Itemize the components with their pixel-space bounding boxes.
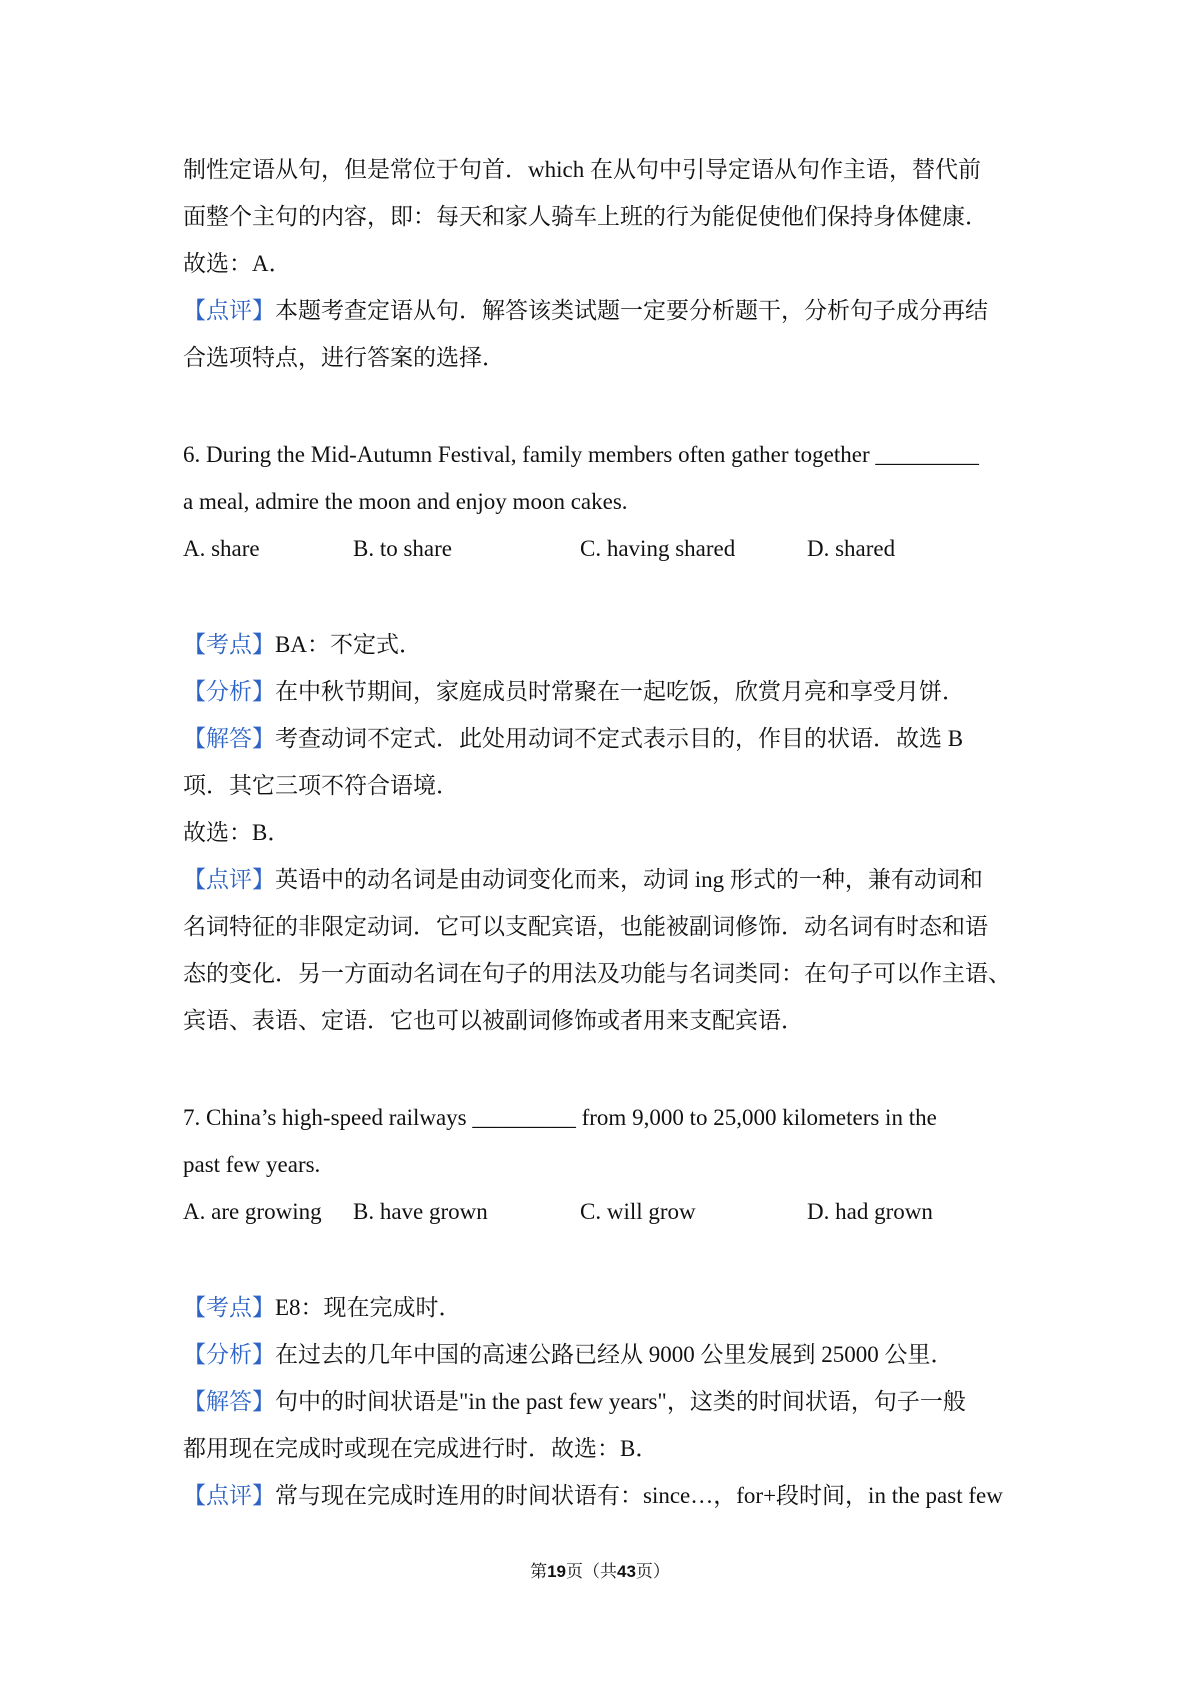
q7-stem-line-1: 7. China’s high-speed railways _________ from 9,000 to 25,000 kilometers in the	[183, 1105, 937, 1130]
q6-dianping-line-2: 名词特征的非限定动词．它可以支配宾语，也能被副词修饰．动名词有时态和语	[183, 914, 988, 939]
kaodian-tag: 【考点】	[183, 632, 275, 657]
q6-kaodian-text: BA：不定式．	[275, 632, 422, 657]
q7-jieda-text-1: 句中的时间状语是"in the past few years"，这类的时间状语，句子一般	[275, 1389, 966, 1414]
q6-dianping-line-4: 宾语、表语、定语．它也可以被副词修饰或者用来支配宾语．	[183, 1008, 804, 1033]
dianping-tag: 【点评】	[183, 1483, 275, 1508]
comment-tag: 【点评】	[183, 298, 275, 323]
q7-kaodian	[183, 1293, 1028, 1323]
q6-dianping-text-1: 英语中的动名词是由动词变化而来，动词 ing 形式的一种，兼有动词和	[275, 867, 983, 892]
q7-dianping-text-1: 常与现在完成时连用的时间状语有：since…，for+段时间，in the past few	[275, 1483, 1003, 1508]
q7-jieda	[183, 1387, 1028, 1417]
q6-kaodian	[183, 630, 1028, 660]
q6-dianping	[183, 865, 1028, 895]
q7-jieda-line-2: 都用现在完成时或现在完成进行时．故选：B．	[183, 1436, 659, 1461]
footer-pre: 第	[530, 1562, 548, 1581]
q6-option-c: C. having shared	[580, 536, 736, 561]
q6-jieda-line-2: 项．其它三项不符合语境．	[183, 773, 459, 798]
page-number: 19	[547, 1562, 566, 1581]
q7-option-c: C. will grow	[580, 1199, 696, 1224]
q7-stem-line-2: past few years.	[183, 1152, 321, 1177]
q6-option-b: B. to share	[353, 536, 453, 561]
footer-mid: 页（共	[566, 1562, 617, 1581]
q5-explanation-line-2: 面整个主句的内容，即：每天和家人骑车上班的行为能促使他们保持身体健康．	[183, 204, 988, 229]
q5-answer: 故选：A．	[183, 251, 292, 276]
jieda-tag: 【解答】	[183, 726, 275, 751]
q7-dianping	[183, 1481, 1028, 1511]
q6-stem-line-2: a meal, admire the moon and enjoy moon cakes.	[183, 489, 628, 514]
q7-option-b: B. have grown	[353, 1199, 488, 1224]
q7-option-d: D. had grown	[807, 1199, 933, 1224]
kaodian-tag: 【考点】	[183, 1295, 275, 1320]
footer-post: 页）	[635, 1562, 670, 1581]
q5-comment	[183, 296, 1028, 326]
dianping-tag: 【点评】	[183, 867, 275, 892]
page-footer	[0, 1560, 1200, 1584]
jieda-tag: 【解答】	[183, 1389, 275, 1414]
q5-explanation-line-1: 制性定语从句，但是常位于句首．which 在从句中引导定语从句作主语，替代前	[183, 157, 981, 182]
q6-option-d: D. shared	[807, 536, 896, 561]
q6-option-a: A. share	[183, 536, 260, 561]
q7-option-a: A. are growing	[183, 1199, 322, 1224]
q6-dianping-line-3: 态的变化．另一方面动名词在句子的用法及功能与名词类同：在句子可以作主语、	[183, 961, 1011, 986]
q6-stem-line-1: 6. During the Mid-Autumn Festival, family members often gather together _________	[183, 442, 979, 467]
q6-fenxi	[183, 677, 1028, 707]
q6-answer: 故选：B．	[183, 820, 291, 845]
q6-jieda	[183, 724, 1028, 754]
fenxi-tag: 【分析】	[183, 679, 275, 704]
q5-comment-text-1: 本题考查定语从句．解答该类试题一定要分析题干，分析句子成分再结	[275, 298, 988, 323]
q6-fenxi-text: 在中秋节期间，家庭成员时常聚在一起吃饭，欣赏月亮和享受月饼．	[275, 679, 965, 704]
q7-kaodian-text: E8：现在完成时．	[275, 1295, 462, 1320]
q7-fenxi	[183, 1340, 1028, 1370]
q7-fenxi-text: 在过去的几年中国的高速公路已经从 9000 公里发展到 25000 公里．	[275, 1342, 954, 1367]
fenxi-tag: 【分析】	[183, 1342, 275, 1367]
q6-jieda-text-1: 考查动词不定式．此处用动词不定式表示目的，作目的状语．故选 B	[275, 726, 964, 751]
total-pages: 43	[617, 1562, 636, 1581]
q5-comment-line-2: 合选项特点，进行答案的选择．	[183, 345, 505, 370]
